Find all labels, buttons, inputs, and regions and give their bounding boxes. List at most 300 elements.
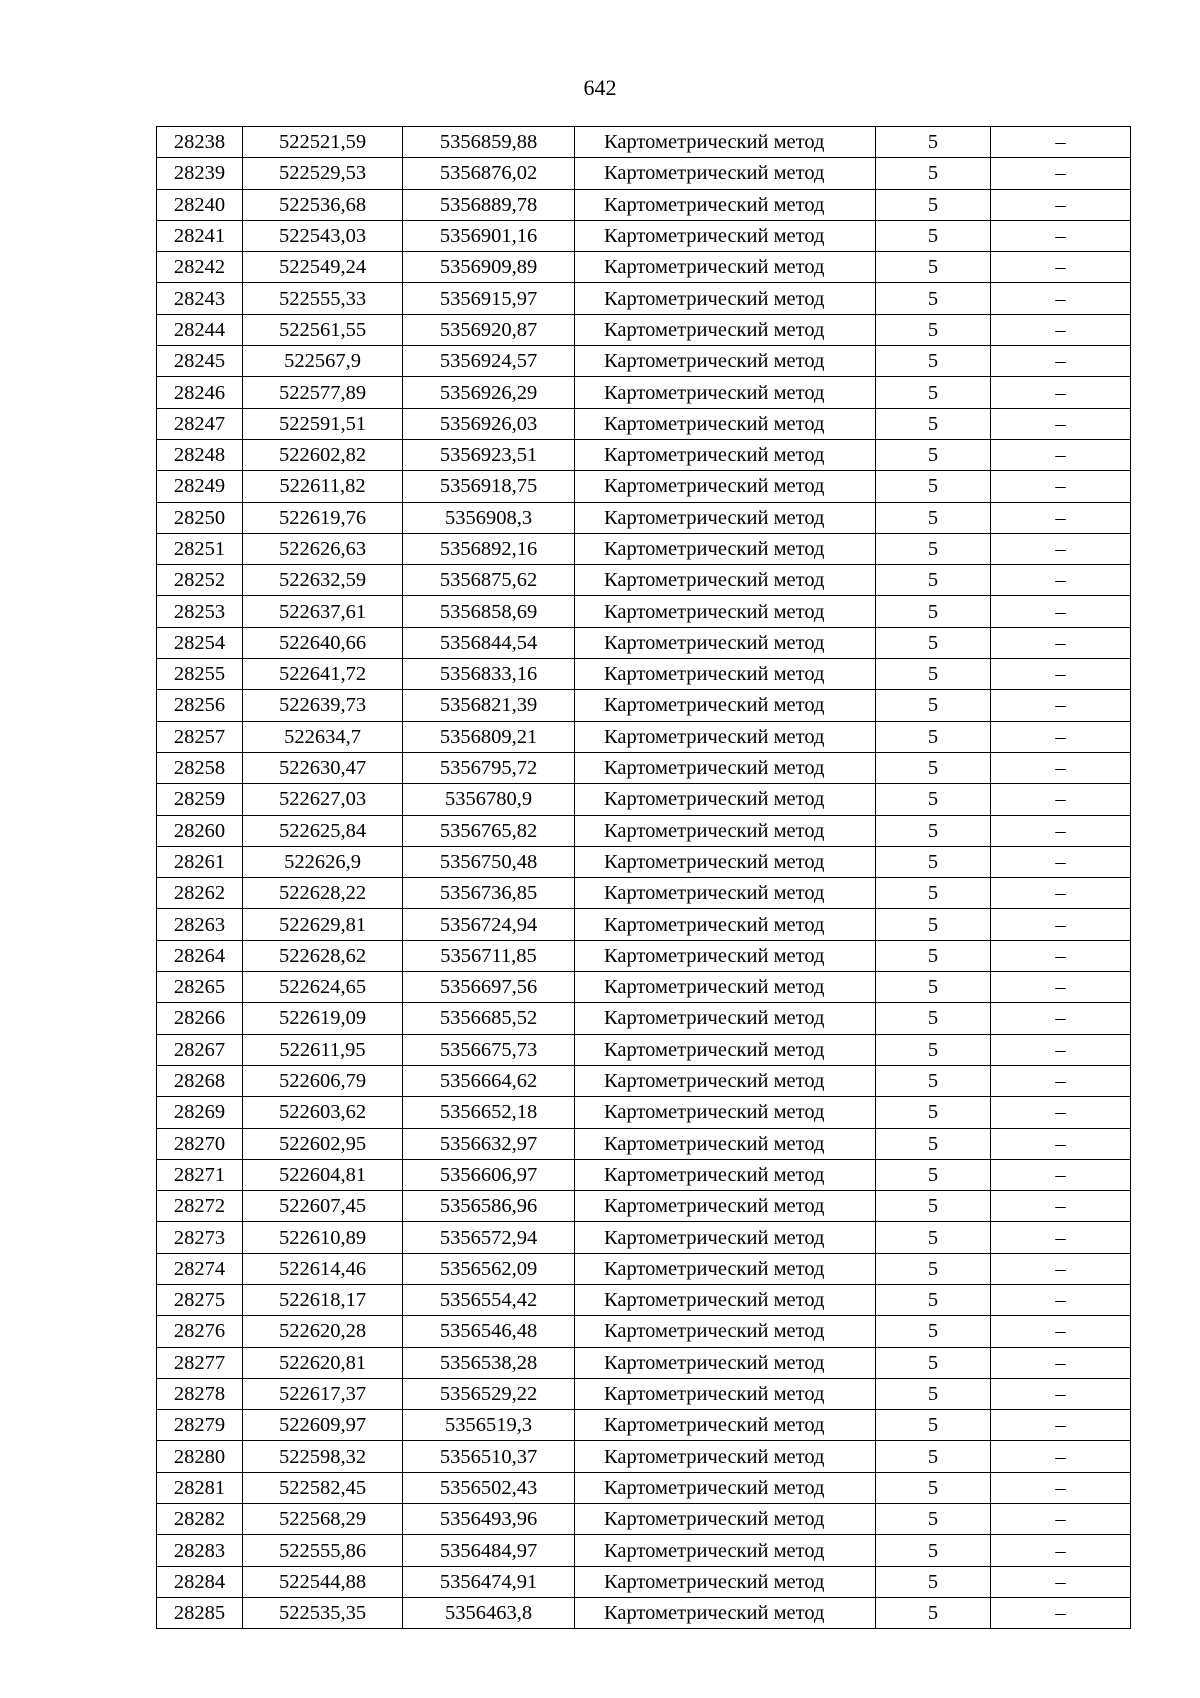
table-row <box>157 1222 1131 1253</box>
point-number-cell: 28257 <box>157 721 243 752</box>
accuracy-cell: 5 <box>876 314 991 345</box>
x-coordinate-cell: 522619,76 <box>243 502 403 533</box>
y-coordinate-cell: 5356780,9 <box>403 784 575 815</box>
table-row <box>157 784 1131 815</box>
y-coordinate-cell: 5356474,91 <box>403 1566 575 1597</box>
method-cell: Картометрический метод <box>575 940 876 971</box>
accuracy-cell: 5 <box>876 1441 991 1472</box>
method-cell: Картометрический метод <box>575 127 876 158</box>
note-cell: – <box>991 878 1131 909</box>
point-number-cell: 28250 <box>157 502 243 533</box>
point-number-cell: 28252 <box>157 565 243 596</box>
point-number-cell: 28277 <box>157 1347 243 1378</box>
table-row <box>157 346 1131 377</box>
coordinates-table <box>156 126 1131 1629</box>
table-row <box>157 940 1131 971</box>
accuracy-cell: 5 <box>876 377 991 408</box>
accuracy-cell: 5 <box>876 408 991 439</box>
note-cell: – <box>991 690 1131 721</box>
x-coordinate-cell: 522629,81 <box>243 909 403 940</box>
point-number-cell: 28261 <box>157 846 243 877</box>
accuracy-cell: 5 <box>876 1284 991 1315</box>
accuracy-cell: 5 <box>876 283 991 314</box>
x-coordinate-cell: 522536,68 <box>243 189 403 220</box>
y-coordinate-cell: 5356901,16 <box>403 220 575 251</box>
point-number-cell: 28260 <box>157 815 243 846</box>
note-cell: – <box>991 909 1131 940</box>
accuracy-cell: 5 <box>876 158 991 189</box>
x-coordinate-cell: 522555,86 <box>243 1535 403 1566</box>
x-coordinate-cell: 522620,28 <box>243 1316 403 1347</box>
note-cell: – <box>991 565 1131 596</box>
table-row <box>157 1065 1131 1096</box>
point-number-cell: 28262 <box>157 878 243 909</box>
method-cell: Картометрический метод <box>575 189 876 220</box>
x-coordinate-cell: 522626,63 <box>243 533 403 564</box>
x-coordinate-cell: 522610,89 <box>243 1222 403 1253</box>
x-coordinate-cell: 522582,45 <box>243 1472 403 1503</box>
accuracy-cell: 5 <box>876 346 991 377</box>
point-number-cell: 28284 <box>157 1566 243 1597</box>
y-coordinate-cell: 5356859,88 <box>403 127 575 158</box>
point-number-cell: 28270 <box>157 1128 243 1159</box>
y-coordinate-cell: 5356889,78 <box>403 189 575 220</box>
x-coordinate-cell: 522607,45 <box>243 1191 403 1222</box>
y-coordinate-cell: 5356833,16 <box>403 659 575 690</box>
table-row <box>157 1159 1131 1190</box>
y-coordinate-cell: 5356844,54 <box>403 627 575 658</box>
note-cell: – <box>991 1097 1131 1128</box>
table-row <box>157 1097 1131 1128</box>
note-cell: – <box>991 533 1131 564</box>
note-cell: – <box>991 1253 1131 1284</box>
point-number-cell: 28240 <box>157 189 243 220</box>
table-row <box>157 1504 1131 1535</box>
method-cell: Картометрический метод <box>575 565 876 596</box>
x-coordinate-cell: 522543,03 <box>243 220 403 251</box>
point-number-cell: 28281 <box>157 1472 243 1503</box>
table-row <box>157 471 1131 502</box>
note-cell: – <box>991 659 1131 690</box>
y-coordinate-cell: 5356652,18 <box>403 1097 575 1128</box>
method-cell: Картометрический метод <box>575 1410 876 1441</box>
method-cell: Картометрический метод <box>575 878 876 909</box>
note-cell: – <box>991 1128 1131 1159</box>
accuracy-cell: 5 <box>876 471 991 502</box>
accuracy-cell: 5 <box>876 189 991 220</box>
x-coordinate-cell: 522637,61 <box>243 596 403 627</box>
note-cell: – <box>991 1504 1131 1535</box>
table-row <box>157 189 1131 220</box>
method-cell: Картометрический метод <box>575 1065 876 1096</box>
y-coordinate-cell: 5356809,21 <box>403 721 575 752</box>
accuracy-cell: 5 <box>876 721 991 752</box>
note-cell: – <box>991 283 1131 314</box>
accuracy-cell: 5 <box>876 1159 991 1190</box>
note-cell: – <box>991 471 1131 502</box>
note-cell: – <box>991 1566 1131 1597</box>
point-number-cell: 28258 <box>157 752 243 783</box>
point-number-cell: 28248 <box>157 439 243 470</box>
note-cell: – <box>991 1597 1131 1628</box>
accuracy-cell: 5 <box>876 1472 991 1503</box>
x-coordinate-cell: 522603,62 <box>243 1097 403 1128</box>
accuracy-cell: 5 <box>876 1034 991 1065</box>
accuracy-cell: 5 <box>876 502 991 533</box>
note-cell: – <box>991 1284 1131 1315</box>
x-coordinate-cell: 522604,81 <box>243 1159 403 1190</box>
table-row <box>157 846 1131 877</box>
method-cell: Картометрический метод <box>575 721 876 752</box>
method-cell: Картометрический метод <box>575 220 876 251</box>
table-row <box>157 1003 1131 1034</box>
y-coordinate-cell: 5356876,02 <box>403 158 575 189</box>
x-coordinate-cell: 522632,59 <box>243 565 403 596</box>
accuracy-cell: 5 <box>876 127 991 158</box>
point-number-cell: 28278 <box>157 1378 243 1409</box>
accuracy-cell: 5 <box>876 1566 991 1597</box>
point-number-cell: 28280 <box>157 1441 243 1472</box>
y-coordinate-cell: 5356510,37 <box>403 1441 575 1472</box>
y-coordinate-cell: 5356892,16 <box>403 533 575 564</box>
y-coordinate-cell: 5356795,72 <box>403 752 575 783</box>
method-cell: Картометрический метод <box>575 1535 876 1566</box>
point-number-cell: 28242 <box>157 252 243 283</box>
x-coordinate-cell: 522640,66 <box>243 627 403 658</box>
method-cell: Картометрический метод <box>575 909 876 940</box>
y-coordinate-cell: 5356858,69 <box>403 596 575 627</box>
x-coordinate-cell: 522639,73 <box>243 690 403 721</box>
table-row <box>157 1316 1131 1347</box>
point-number-cell: 28249 <box>157 471 243 502</box>
x-coordinate-cell: 522609,97 <box>243 1410 403 1441</box>
table-row <box>157 377 1131 408</box>
x-coordinate-cell: 522606,79 <box>243 1065 403 1096</box>
accuracy-cell: 5 <box>876 878 991 909</box>
method-cell: Картометрический метод <box>575 1347 876 1378</box>
y-coordinate-cell: 5356493,96 <box>403 1504 575 1535</box>
note-cell: – <box>991 972 1131 1003</box>
method-cell: Картометрический метод <box>575 314 876 345</box>
accuracy-cell: 5 <box>876 596 991 627</box>
method-cell: Картометрический метод <box>575 158 876 189</box>
x-coordinate-cell: 522577,89 <box>243 377 403 408</box>
note-cell: – <box>991 502 1131 533</box>
y-coordinate-cell: 5356923,51 <box>403 439 575 470</box>
accuracy-cell: 5 <box>876 1378 991 1409</box>
table-row <box>157 314 1131 345</box>
accuracy-cell: 5 <box>876 1316 991 1347</box>
x-coordinate-cell: 522614,46 <box>243 1253 403 1284</box>
point-number-cell: 28273 <box>157 1222 243 1253</box>
x-coordinate-cell: 522619,09 <box>243 1003 403 1034</box>
accuracy-cell: 5 <box>876 940 991 971</box>
accuracy-cell: 5 <box>876 659 991 690</box>
method-cell: Картометрический метод <box>575 1597 876 1628</box>
note-cell: – <box>991 846 1131 877</box>
table-row <box>157 596 1131 627</box>
y-coordinate-cell: 5356750,48 <box>403 846 575 877</box>
y-coordinate-cell: 5356915,97 <box>403 283 575 314</box>
accuracy-cell: 5 <box>876 1347 991 1378</box>
point-number-cell: 28282 <box>157 1504 243 1535</box>
accuracy-cell: 5 <box>876 784 991 815</box>
y-coordinate-cell: 5356519,3 <box>403 1410 575 1441</box>
method-cell: Картометрический метод <box>575 972 876 1003</box>
table-row <box>157 815 1131 846</box>
accuracy-cell: 5 <box>876 1003 991 1034</box>
method-cell: Картометрический метод <box>575 471 876 502</box>
table-row <box>157 972 1131 1003</box>
y-coordinate-cell: 5356724,94 <box>403 909 575 940</box>
method-cell: Картометрический метод <box>575 815 876 846</box>
table-row <box>157 158 1131 189</box>
table-row <box>157 1253 1131 1284</box>
note-cell: – <box>991 377 1131 408</box>
point-number-cell: 28275 <box>157 1284 243 1315</box>
accuracy-cell: 5 <box>876 1097 991 1128</box>
accuracy-cell: 5 <box>876 220 991 251</box>
note-cell: – <box>991 1441 1131 1472</box>
table-body <box>157 127 1131 1629</box>
method-cell: Картометрический метод <box>575 252 876 283</box>
accuracy-cell: 5 <box>876 1504 991 1535</box>
method-cell: Картометрический метод <box>575 1441 876 1472</box>
method-cell: Картометрический метод <box>575 1128 876 1159</box>
point-number-cell: 28244 <box>157 314 243 345</box>
y-coordinate-cell: 5356875,62 <box>403 565 575 596</box>
method-cell: Картометрический метод <box>575 1472 876 1503</box>
y-coordinate-cell: 5356546,48 <box>403 1316 575 1347</box>
method-cell: Картометрический метод <box>575 1097 876 1128</box>
note-cell: – <box>991 1191 1131 1222</box>
note-cell: – <box>991 1410 1131 1441</box>
point-number-cell: 28267 <box>157 1034 243 1065</box>
method-cell: Картометрический метод <box>575 502 876 533</box>
note-cell: – <box>991 1222 1131 1253</box>
method-cell: Картометрический метод <box>575 346 876 377</box>
table-row <box>157 565 1131 596</box>
note-cell: – <box>991 1159 1131 1190</box>
note-cell: – <box>991 784 1131 815</box>
note-cell: – <box>991 940 1131 971</box>
method-cell: Картометрический метод <box>575 752 876 783</box>
accuracy-cell: 5 <box>876 627 991 658</box>
y-coordinate-cell: 5356632,97 <box>403 1128 575 1159</box>
note-cell: – <box>991 1316 1131 1347</box>
accuracy-cell: 5 <box>876 1535 991 1566</box>
x-coordinate-cell: 522591,51 <box>243 408 403 439</box>
table-row <box>157 878 1131 909</box>
table-row <box>157 1410 1131 1441</box>
y-coordinate-cell: 5356529,22 <box>403 1378 575 1409</box>
method-cell: Картометрический метод <box>575 283 876 314</box>
note-cell: – <box>991 1535 1131 1566</box>
point-number-cell: 28268 <box>157 1065 243 1096</box>
method-cell: Картометрический метод <box>575 1504 876 1535</box>
x-coordinate-cell: 522561,55 <box>243 314 403 345</box>
y-coordinate-cell: 5356711,85 <box>403 940 575 971</box>
y-coordinate-cell: 5356924,57 <box>403 346 575 377</box>
method-cell: Картометрический метод <box>575 1378 876 1409</box>
note-cell: – <box>991 1347 1131 1378</box>
table-row <box>157 1441 1131 1472</box>
point-number-cell: 28254 <box>157 627 243 658</box>
x-coordinate-cell: 522567,9 <box>243 346 403 377</box>
point-number-cell: 28264 <box>157 940 243 971</box>
accuracy-cell: 5 <box>876 1065 991 1096</box>
x-coordinate-cell: 522611,82 <box>243 471 403 502</box>
note-cell: – <box>991 815 1131 846</box>
x-coordinate-cell: 522535,35 <box>243 1597 403 1628</box>
note-cell: – <box>991 752 1131 783</box>
accuracy-cell: 5 <box>876 533 991 564</box>
table-row <box>157 1191 1131 1222</box>
accuracy-cell: 5 <box>876 1222 991 1253</box>
y-coordinate-cell: 5356697,56 <box>403 972 575 1003</box>
point-number-cell: 28243 <box>157 283 243 314</box>
method-cell: Картометрический метод <box>575 1003 876 1034</box>
x-coordinate-cell: 522602,95 <box>243 1128 403 1159</box>
point-number-cell: 28285 <box>157 1597 243 1628</box>
y-coordinate-cell: 5356685,52 <box>403 1003 575 1034</box>
point-number-cell: 28276 <box>157 1316 243 1347</box>
table-row <box>157 1597 1131 1628</box>
table-row <box>157 909 1131 940</box>
table-row <box>157 690 1131 721</box>
point-number-cell: 28246 <box>157 377 243 408</box>
table-row <box>157 1566 1131 1597</box>
point-number-cell: 28283 <box>157 1535 243 1566</box>
accuracy-cell: 5 <box>876 815 991 846</box>
method-cell: Картометрический метод <box>575 533 876 564</box>
method-cell: Картометрический метод <box>575 439 876 470</box>
table-row <box>157 752 1131 783</box>
y-coordinate-cell: 5356586,96 <box>403 1191 575 1222</box>
method-cell: Картометрический метод <box>575 784 876 815</box>
y-coordinate-cell: 5356554,42 <box>403 1284 575 1315</box>
method-cell: Картометрический метод <box>575 1284 876 1315</box>
page-number: 642 <box>583 75 617 100</box>
table-row <box>157 439 1131 470</box>
accuracy-cell: 5 <box>876 1410 991 1441</box>
x-coordinate-cell: 522625,84 <box>243 815 403 846</box>
x-coordinate-cell: 522628,22 <box>243 878 403 909</box>
y-coordinate-cell: 5356765,82 <box>403 815 575 846</box>
method-cell: Картометрический метод <box>575 1222 876 1253</box>
note-cell: – <box>991 1034 1131 1065</box>
point-number-cell: 28269 <box>157 1097 243 1128</box>
y-coordinate-cell: 5356908,3 <box>403 502 575 533</box>
accuracy-cell: 5 <box>876 1191 991 1222</box>
accuracy-cell: 5 <box>876 690 991 721</box>
accuracy-cell: 5 <box>876 1597 991 1628</box>
y-coordinate-cell: 5356606,97 <box>403 1159 575 1190</box>
accuracy-cell: 5 <box>876 252 991 283</box>
x-coordinate-cell: 522617,37 <box>243 1378 403 1409</box>
x-coordinate-cell: 522529,53 <box>243 158 403 189</box>
note-cell: – <box>991 127 1131 158</box>
method-cell: Картометрический метод <box>575 1034 876 1065</box>
point-number-cell: 28265 <box>157 972 243 1003</box>
y-coordinate-cell: 5356918,75 <box>403 471 575 502</box>
x-coordinate-cell: 522568,29 <box>243 1504 403 1535</box>
note-cell: – <box>991 721 1131 752</box>
point-number-cell: 28274 <box>157 1253 243 1284</box>
method-cell: Картометрический метод <box>575 1253 876 1284</box>
y-coordinate-cell: 5356572,94 <box>403 1222 575 1253</box>
y-coordinate-cell: 5356562,09 <box>403 1253 575 1284</box>
table-row <box>157 1347 1131 1378</box>
table-row <box>157 283 1131 314</box>
x-coordinate-cell: 522611,95 <box>243 1034 403 1065</box>
x-coordinate-cell: 522627,03 <box>243 784 403 815</box>
method-cell: Картометрический метод <box>575 408 876 439</box>
accuracy-cell: 5 <box>876 1253 991 1284</box>
method-cell: Картометрический метод <box>575 1191 876 1222</box>
y-coordinate-cell: 5356502,43 <box>403 1472 575 1503</box>
accuracy-cell: 5 <box>876 846 991 877</box>
y-coordinate-cell: 5356926,29 <box>403 377 575 408</box>
x-coordinate-cell: 522618,17 <box>243 1284 403 1315</box>
y-coordinate-cell: 5356821,39 <box>403 690 575 721</box>
point-number-cell: 28271 <box>157 1159 243 1190</box>
note-cell: – <box>991 1065 1131 1096</box>
note-cell: – <box>991 1003 1131 1034</box>
x-coordinate-cell: 522521,59 <box>243 127 403 158</box>
x-coordinate-cell: 522624,65 <box>243 972 403 1003</box>
note-cell: – <box>991 314 1131 345</box>
table-row <box>157 252 1131 283</box>
point-number-cell: 28255 <box>157 659 243 690</box>
table-row <box>157 127 1131 158</box>
method-cell: Картометрический метод <box>575 377 876 408</box>
accuracy-cell: 5 <box>876 439 991 470</box>
method-cell: Картометрический метод <box>575 596 876 627</box>
table-row <box>157 220 1131 251</box>
note-cell: – <box>991 408 1131 439</box>
accuracy-cell: 5 <box>876 972 991 1003</box>
x-coordinate-cell: 522634,7 <box>243 721 403 752</box>
y-coordinate-cell: 5356920,87 <box>403 314 575 345</box>
x-coordinate-cell: 522620,81 <box>243 1347 403 1378</box>
x-coordinate-cell: 522549,24 <box>243 252 403 283</box>
point-number-cell: 28263 <box>157 909 243 940</box>
y-coordinate-cell: 5356909,89 <box>403 252 575 283</box>
note-cell: – <box>991 220 1131 251</box>
point-number-cell: 28256 <box>157 690 243 721</box>
point-number-cell: 28279 <box>157 1410 243 1441</box>
point-number-cell: 28253 <box>157 596 243 627</box>
point-number-cell: 28266 <box>157 1003 243 1034</box>
x-coordinate-cell: 522630,47 <box>243 752 403 783</box>
table-row <box>157 408 1131 439</box>
point-number-cell: 28259 <box>157 784 243 815</box>
method-cell: Картометрический метод <box>575 846 876 877</box>
x-coordinate-cell: 522626,9 <box>243 846 403 877</box>
x-coordinate-cell: 522641,72 <box>243 659 403 690</box>
method-cell: Картометрический метод <box>575 659 876 690</box>
x-coordinate-cell: 522602,82 <box>243 439 403 470</box>
point-number-cell: 28241 <box>157 220 243 251</box>
y-coordinate-cell: 5356463,8 <box>403 1597 575 1628</box>
y-coordinate-cell: 5356926,03 <box>403 408 575 439</box>
table-row <box>157 1034 1131 1065</box>
method-cell: Картометрический метод <box>575 690 876 721</box>
note-cell: – <box>991 158 1131 189</box>
x-coordinate-cell: 522628,62 <box>243 940 403 971</box>
y-coordinate-cell: 5356538,28 <box>403 1347 575 1378</box>
